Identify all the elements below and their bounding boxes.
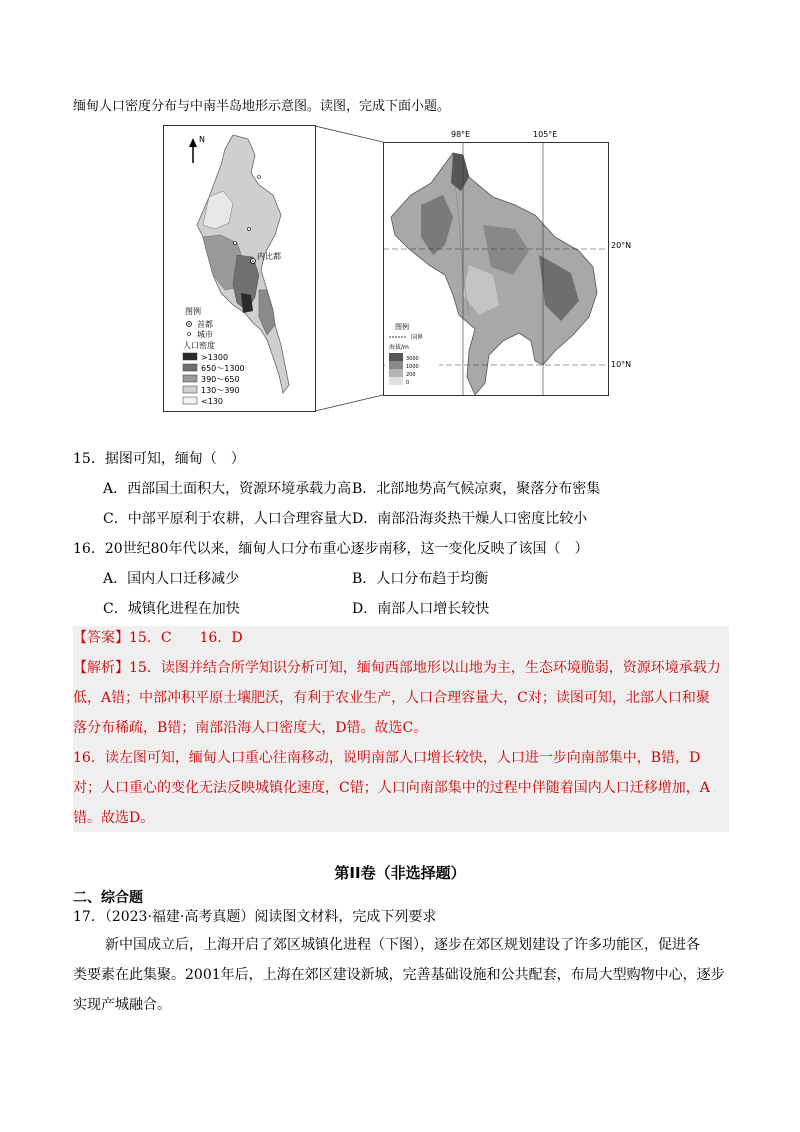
section-subtitle: 二、综合题 [73, 890, 143, 906]
analysis-line-4: 16．读左图可知，缅甸人口重心往南移动，说明南部人口增长较快，人口进一步向南部集中，B错，D [73, 750, 701, 766]
right-legend-title: 图例 [395, 323, 409, 331]
legend-altitude: 海拔/m [389, 344, 409, 351]
density-class-4: 130～390 [201, 386, 240, 395]
answer-line [73, 628, 243, 648]
q16-option-d: D．南部人口增长较快 [352, 601, 490, 617]
altitude-class-4: 0 [406, 380, 410, 386]
q16-option-b: B．人口分布趋于均衡 [352, 571, 489, 587]
density-class-2: 650～1300 [201, 364, 245, 373]
left-legend-title: 图例 [185, 307, 201, 316]
analysis-line-6: 错。故选D。 [73, 810, 155, 826]
q15-option-c: C．中部平原利于农耕，人口合理容量大 [103, 511, 352, 527]
intro-text: 缅甸人口密度分布与中南半岛地形示意图。读图，完成下面小题。 [73, 99, 451, 114]
map-figure [163, 125, 632, 412]
answer-text: 15．C 16．D [129, 630, 243, 646]
q17-paragraph-3: 实现产城融合。 [73, 997, 171, 1013]
altitude-class-1: 3000 [406, 356, 419, 362]
q15-stem: 15．据图可知，缅甸（ ） [73, 451, 245, 467]
q15-option-d: D．南部沿海炎热干燥人口密度比较小 [352, 511, 588, 527]
legend-capital: 首都 [197, 320, 213, 329]
lon-label-1: 98°E [451, 130, 471, 139]
analysis-line-2: 低，A错；中部冲积平原土壤肥沃，有利于农业生产，人口合理容量大，C对；读图可知，北部人口和聚 [73, 690, 710, 706]
legend-boundary: 国界 [411, 334, 424, 341]
density-class-1: >1300 [201, 353, 229, 362]
density-class-5: <130 [201, 397, 223, 406]
q15-option-b: B．北部地势高气候凉爽，聚落分布密集 [352, 481, 601, 497]
density-title: 人口密度 [183, 341, 215, 350]
q15-option-a: A．西部国土面积大，资源环境承载力高 [103, 481, 352, 497]
density-class-3: 390～650 [201, 375, 240, 384]
lat-label-2: 10°N [611, 360, 632, 369]
q17-stem: 17．（2023·福建·高考真题）阅读图文材料，完成下列要求 [73, 909, 437, 925]
analysis-text-1: 15．读图并结合所学知识分析可知，缅甸西部地形以山地为主，生态环境脆弱，资源环境承载力 [129, 660, 721, 676]
q16-stem: 16．20世纪80年代以来，缅甸人口分布重心逐步南移，这一变化反映了该国（ ） [73, 541, 589, 557]
altitude-class-2: 1000 [406, 364, 419, 370]
section-title: 第II卷（非选择题） [334, 864, 466, 882]
q17-paragraph-1: 新中国成立后，上海开启了郊区城镇化进程（下图），逐步在郊区规划建设了许多功能区，促进各 [105, 937, 700, 953]
q16-option-a: A．国内人口迁移减少 [103, 571, 240, 587]
analysis-line-5: 对；人口重心的变化无法反映城镇化速度，C错；人口向南部集中的过程中伴随着国内人口迁移增加，A [73, 780, 710, 796]
answer-label: 【答案】 [73, 630, 129, 646]
lon-label-2: 105°E [533, 130, 558, 139]
capital-label: 内比都 [257, 252, 281, 261]
analysis-line-1 [73, 658, 721, 678]
lat-label-1: 20°N [611, 241, 632, 250]
analysis-label: 【解析】 [73, 660, 129, 676]
north-label: N [199, 135, 205, 144]
analysis-line-3: 落分布稀疏，B错；南部沿海人口密度大，D错。故选C。 [73, 720, 428, 736]
q16-option-c: C．城镇化进程在加快 [103, 601, 240, 617]
q17-paragraph-2: 类要素在此集聚。2001年后，上海在郊区建设新城，完善基础设施和公共配套，布局大型购物中心，逐步 [73, 967, 725, 983]
legend-city: 城市 [197, 330, 213, 339]
altitude-class-3: 200 [406, 372, 416, 378]
